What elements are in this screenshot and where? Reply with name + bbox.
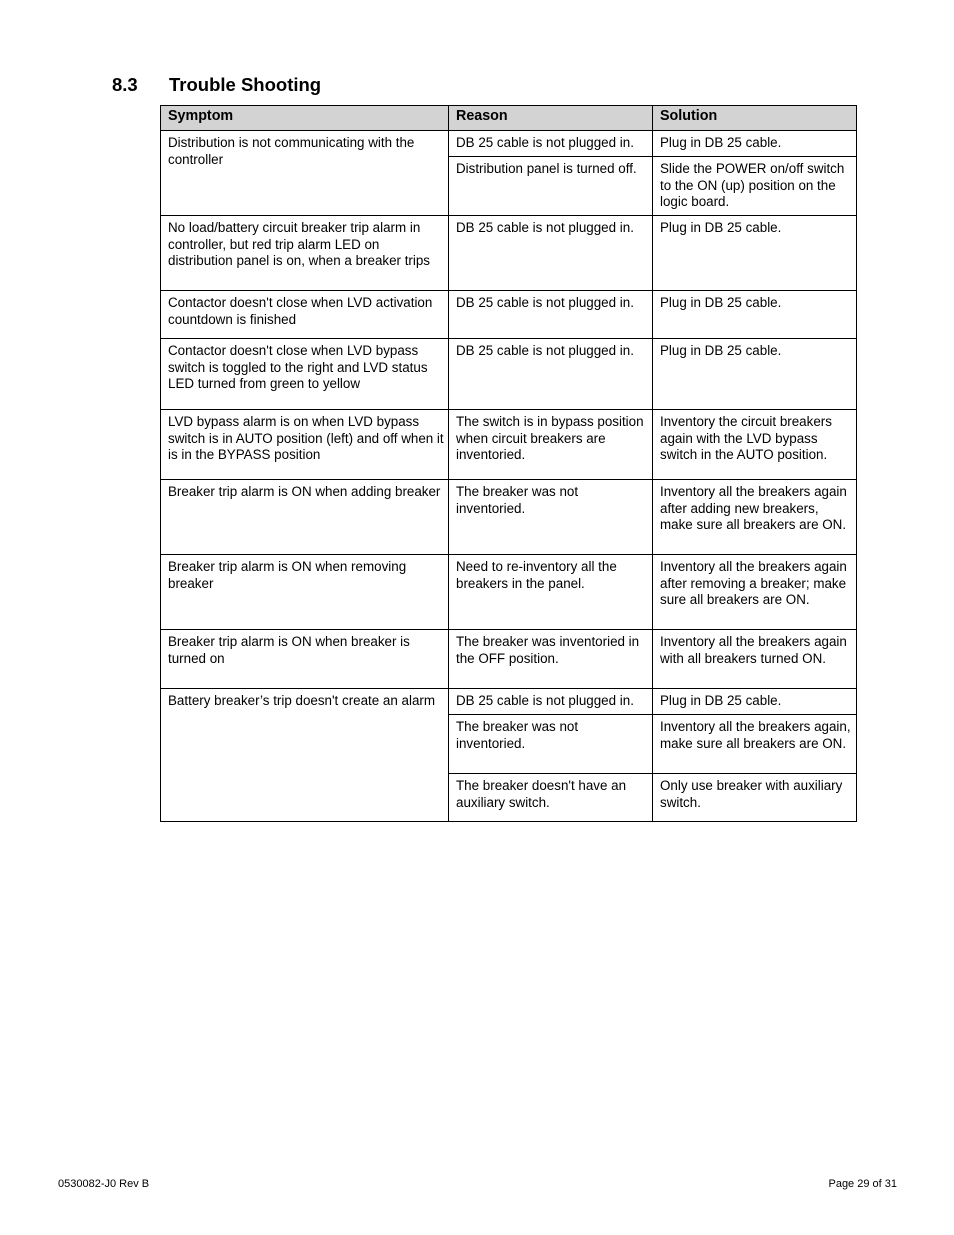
solution-cell: Plug in DB 25 cable. xyxy=(653,216,857,291)
table-row xyxy=(161,131,857,157)
table-row xyxy=(161,630,857,689)
solution-cell: Inventory all the breakers again after adding new breakers, make sure all breakers are ON. xyxy=(653,480,857,555)
symptom-cell: LVD bypass alarm is on when LVD bypass switch is in AUTO position (left) and off when it is in the BYPASS position xyxy=(161,410,449,480)
reason-cell: The breaker was not inventoried. xyxy=(449,715,653,774)
reason-cell: The breaker was not inventoried. xyxy=(449,480,653,555)
symptom-cell: Breaker trip alarm is ON when adding breaker xyxy=(161,480,449,555)
troubleshooting-table xyxy=(160,105,857,822)
solution-cell: Plug in DB 25 cable. xyxy=(653,131,857,157)
reason-cell: DB 25 cable is not plugged in. xyxy=(449,216,653,291)
reason-cell: Distribution panel is turned off. xyxy=(449,157,653,216)
solution-cell: Only use breaker with auxiliary switch. xyxy=(653,774,857,822)
solution-cell: Plug in DB 25 cable. xyxy=(653,291,857,339)
reason-cell: The switch is in bypass position when circuit breakers are inventoried. xyxy=(449,410,653,480)
symptom-cell: Contactor doesn't close when LVD bypass switch is toggled to the right and LVD status LED turned from green to yellow xyxy=(161,339,449,410)
table-row xyxy=(161,555,857,630)
header-solution: Solution xyxy=(653,106,857,131)
solution-cell: Slide the POWER on/off switch to the ON (up) position on the logic board. xyxy=(653,157,857,216)
symptom-cell: Distribution is not communicating with the controller xyxy=(161,131,449,216)
table-row xyxy=(161,291,857,339)
table-body xyxy=(161,131,857,822)
solution-cell: Inventory the circuit breakers again with the LVD bypass switch in the AUTO position. xyxy=(653,410,857,480)
table-row xyxy=(161,339,857,410)
table-row xyxy=(161,689,857,715)
table-header-row xyxy=(161,106,857,131)
solution-cell: Inventory all the breakers again after removing a breaker; make sure all breakers are ON. xyxy=(653,555,857,630)
reason-cell: DB 25 cable is not plugged in. xyxy=(449,291,653,339)
reason-cell: DB 25 cable is not plugged in. xyxy=(449,131,653,157)
solution-cell: Inventory all the breakers again with all breakers turned ON. xyxy=(653,630,857,689)
symptom-cell: No load/battery circuit breaker trip alarm in controller, but red trip alarm LED on distribution panel is on, when a breaker trips xyxy=(161,216,449,291)
symptom-cell: Breaker trip alarm is ON when breaker is turned on xyxy=(161,630,449,689)
section-number: 8.3 xyxy=(112,74,138,95)
table-row xyxy=(161,410,857,480)
page-number: Page 29 of 31 xyxy=(828,1178,897,1190)
reason-cell: DB 25 cable is not plugged in. xyxy=(449,689,653,715)
header-symptom: Symptom xyxy=(161,106,449,131)
table-row xyxy=(161,216,857,291)
reason-cell: The breaker doesn't have an auxiliary switch. xyxy=(449,774,653,822)
reason-cell: Need to re-inventory all the breakers in the panel. xyxy=(449,555,653,630)
symptom-cell: Contactor doesn't close when LVD activation countdown is finished xyxy=(161,291,449,339)
reason-cell: The breaker was inventoried in the OFF position. xyxy=(449,630,653,689)
symptom-cell: Breaker trip alarm is ON when removing breaker xyxy=(161,555,449,630)
section-heading xyxy=(112,74,321,96)
header-reason: Reason xyxy=(449,106,653,131)
solution-cell: Inventory all the breakers again, make sure all breakers are ON. xyxy=(653,715,857,774)
table-row xyxy=(161,480,857,555)
solution-cell: Plug in DB 25 cable. xyxy=(653,339,857,410)
section-title: Trouble Shooting xyxy=(169,74,322,95)
symptom-cell: Battery breaker’s trip doesn't create an alarm xyxy=(161,689,449,822)
solution-cell: Plug in DB 25 cable. xyxy=(653,689,857,715)
reason-cell: DB 25 cable is not plugged in. xyxy=(449,339,653,410)
document-id: 0530082-J0 Rev B xyxy=(58,1178,150,1190)
